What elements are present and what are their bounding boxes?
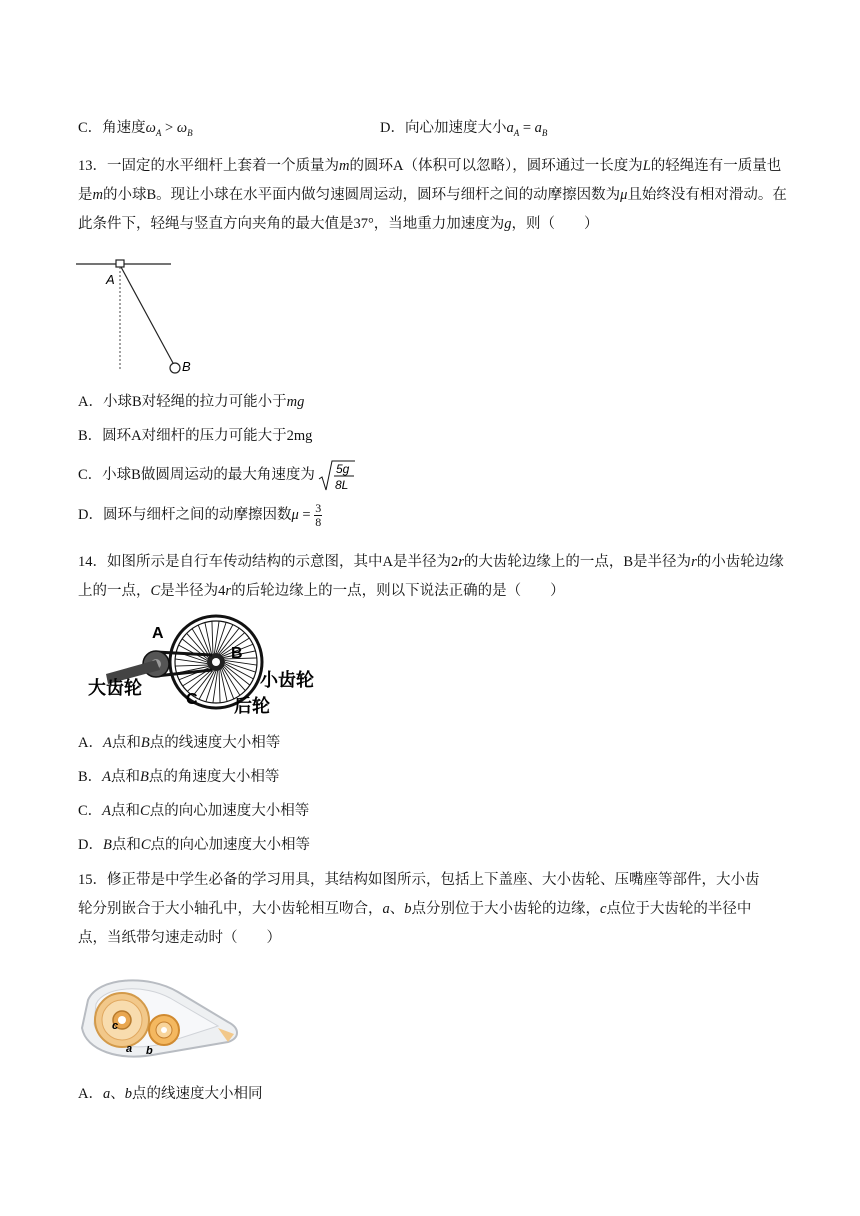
q12-option-c: C．角速度$\omega_A > \omega_B$ xyxy=(78,120,193,138)
label-c: C xyxy=(186,691,198,708)
sqrt-expression xyxy=(318,458,356,493)
small-gear xyxy=(149,1015,179,1045)
q12-option-d: D．向心加速度大小$a_A = a_B$ xyxy=(380,120,548,138)
q14-option-b: B．A点和B点的角速度大小相等 xyxy=(78,769,280,785)
fraction: $\frac{3}{8}$ xyxy=(315,501,322,530)
q15-stem: 15．修正带是中学生必备的学习用具，其结构如图所示，包括上下盖座、大小齿轮、压嘴座等部件，大小齿轮分别嵌合于大小轴孔中，大小齿轮相互吻合，a、b点分别位于大小齿轮的边缘，c点位于大齿轮的半径中点，当纸带匀速走动时（ ） xyxy=(78,872,760,946)
label-b: B xyxy=(182,359,191,374)
q13-option-c: C．小球B做圆周运动的最大角速度为 5g 8L xyxy=(78,458,356,492)
label-b: B xyxy=(231,645,243,662)
q13-option-b: B．圆环A对细杆的压力可能大于2mg xyxy=(78,428,313,444)
label-small-gear: 小齿轮 xyxy=(260,670,314,690)
q14-option-d: D．B点和C点的向心加速度大小相等 xyxy=(78,837,311,853)
q14-option-c: C．A点和C点的向心加速度大小相等 xyxy=(78,803,310,819)
q13-stem: 13．一固定的水平细杆上套着一个质量为m的圆环A（体积可以忽略），圆环通过一长度为L的轻绳连有一质量也是m的小球B。现让小球在水平面内做匀速圆周运动，圆环与细杆之间的动摩擦因数为μ且始终没有相对滑动。在此条件下，轻绳与竖直方向夹角的最大值是37°，当地重力加速度为g，则（ ） xyxy=(78,158,787,232)
svg-text:5g: 5g xyxy=(336,462,350,476)
large-gear xyxy=(95,993,149,1047)
q13-pendulum-figure xyxy=(76,258,191,378)
label-big-gear: 大齿轮 xyxy=(88,678,142,698)
ring-a xyxy=(116,260,124,267)
q13-option-d: D．圆环与细杆之间的动摩擦因数μ = $\frac{3}{8}$ xyxy=(78,501,322,530)
label-c: c xyxy=(112,1020,119,1032)
label-rear-wheel: 后轮 xyxy=(234,696,270,716)
label-a: a xyxy=(126,1043,133,1055)
q13-option-a: A．小球B对轻绳的拉力可能小于mg xyxy=(78,394,305,410)
label-b: b xyxy=(146,1045,153,1057)
label-a: A xyxy=(106,272,115,287)
q14-stem: 14．如图所示是自行车传动结构的示意图，其中A是半径为2r的大齿轮边缘上的一点，B是半径为r的小齿轮边缘上的一点，C是半径为4r的后轮边缘上的一点，则以下说法正确的是（ ） xyxy=(78,554,784,599)
q15-correction-tape-figure xyxy=(78,972,246,1062)
q15-option-a: A．a、b点的线速度大小相同 xyxy=(78,1086,263,1102)
rear-wheel xyxy=(170,616,262,708)
q14-bicycle-transmission-figure xyxy=(86,612,326,724)
svg-text:8L: 8L xyxy=(335,478,349,492)
q14-option-a: A．A点和B点的线速度大小相等 xyxy=(78,735,281,751)
ball-b xyxy=(170,363,180,373)
rope xyxy=(121,267,173,363)
label-a: A xyxy=(152,625,164,642)
